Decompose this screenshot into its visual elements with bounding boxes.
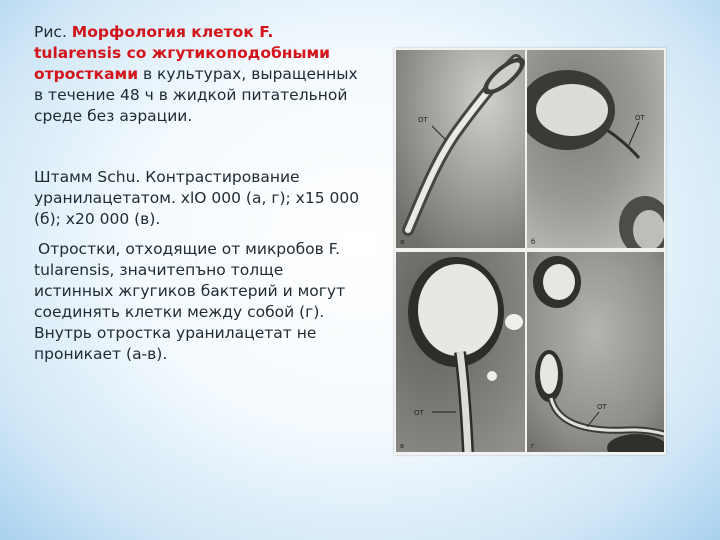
panel-letter-b: б [531, 238, 536, 246]
caption-rest: в культурах, выращенных в течение 48 ч в жидкой питательной среде без аэрации. [34, 65, 358, 125]
figure-caption [34, 22, 364, 127]
micrograph-panel-a [396, 50, 525, 248]
panel-letter-d: г [531, 442, 535, 450]
micrograph-figure [394, 48, 666, 455]
text-column [34, 22, 364, 365]
strain-paragraph: Штамм Schu. Контрастирование уранилацетатом. xlO 000 (а, г); х15 000 (б); х20 000 (в). [34, 168, 360, 228]
micrograph-panel-b [527, 50, 664, 248]
label-ot-d: ОТ [597, 403, 607, 411]
panel-letter-c: в [400, 442, 405, 450]
label-ot-c: ОТ [414, 409, 424, 417]
label-ot-a: ОТ [418, 116, 428, 124]
processes-paragraph: Отростки, отходящие от микробов F. tularensis, значитепъно толще истинных жгугиков бактерий и могут соединять клетки между собой (г). Внутрь отростка уранилацетат не проникает (а-в). [34, 240, 346, 363]
panel-letter-a: а [400, 238, 405, 246]
caption-title: Морфология клеток F. tularensis со жгутикоподобными отростками [34, 23, 331, 83]
micrograph-panel-d [527, 252, 664, 452]
micrograph-panel-c [396, 252, 525, 452]
caption-lead: Рис. [34, 23, 72, 41]
label-ot-b: ОТ [635, 114, 645, 122]
